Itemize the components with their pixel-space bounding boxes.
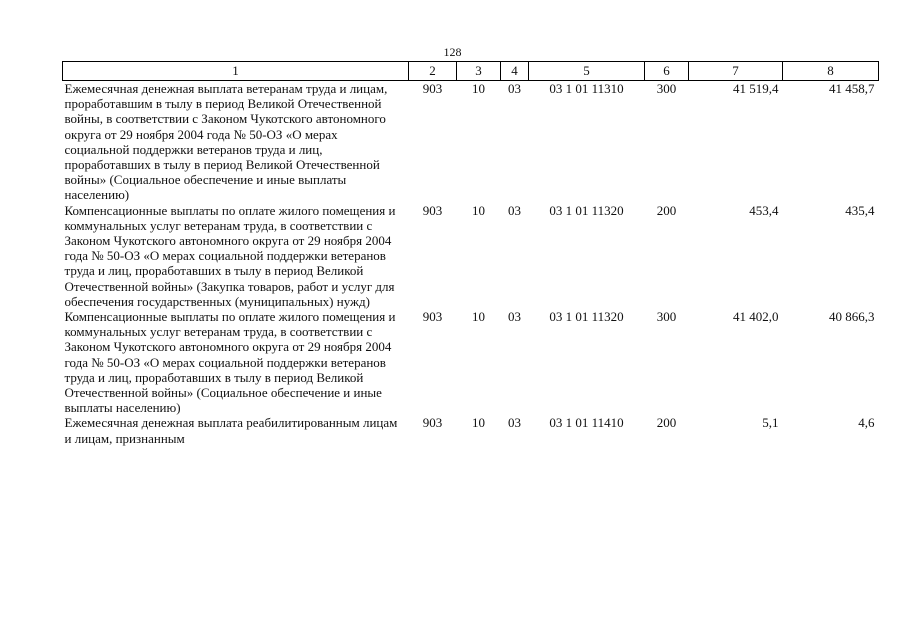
row-description: Компенсационные выплаты по оплате жилого помещения и коммунальных услуг ветеранам труда, в соответствии с Законом Чукотского автономного округа от 29 ноября 2004 года № 50-ОЗ «О мерах социальной поддержки ветеранов труда и лиц, проработавших в тылу в период Великой Отечественной войны» (Закупка товаров, работ и услуг для обеспечения государственных (муниципальных) нужд)	[64, 202, 396, 309]
header-cell: 3	[457, 62, 501, 81]
row-section: 10	[472, 415, 485, 431]
row-description: Ежемесячная денежная выплата ветеранам труда и лицам, проработавшим в тылу в период Великой Отечественной войны, в соответствии с Законом Чукотского автономного округа от 29 ноября 2004 года № 50-ОЗ «О мерах социальной поддержки ветеранов труда и лиц, проработавших в тылу в период Великой Отечественной войны» (Социальное обеспечение и иные выплаты населению)	[64, 81, 388, 203]
row-amount-actual: 40 866,3	[829, 309, 875, 325]
header-row	[63, 62, 879, 81]
table-row	[63, 81, 879, 203]
row-target-article: 03 1 01 11310	[549, 81, 624, 96]
row-expense-type: 200	[656, 415, 677, 431]
header-cell: 2	[409, 62, 457, 81]
row-ministry-code: 903	[422, 309, 443, 325]
row-ministry-code: 903	[422, 415, 443, 431]
row-amount-plan: 41 402,0	[733, 309, 779, 325]
table-row	[63, 309, 879, 415]
row-target-article: 03 1 01 11320	[549, 202, 624, 218]
header-cell: 5	[529, 62, 645, 81]
header-cell: 8	[783, 62, 879, 81]
row-expense-type: 300	[656, 309, 677, 325]
row-subsection: 03	[508, 81, 521, 96]
row-amount-plan: 453,4	[749, 202, 779, 218]
page-number: 128	[443, 45, 462, 59]
budget-table	[62, 61, 879, 446]
row-amount-plan: 41 519,4	[733, 81, 779, 96]
row-section: 10	[472, 81, 485, 96]
header-cell: 6	[645, 62, 689, 81]
header-cell: 1	[63, 62, 409, 81]
header-cell: 4	[501, 62, 529, 81]
row-section: 10	[472, 309, 485, 325]
row-subsection: 03	[508, 202, 521, 218]
row-ministry-code: 903	[422, 202, 443, 218]
row-expense-type: 200	[656, 202, 677, 218]
row-target-article: 03 1 01 11320	[549, 309, 624, 325]
row-expense-type: 300	[656, 81, 677, 96]
row-ministry-code: 903	[422, 81, 443, 96]
row-amount-actual: 41 458,7	[829, 81, 875, 96]
row-amount-actual: 4,6	[858, 415, 875, 431]
table-row	[63, 415, 879, 445]
header-cell: 7	[689, 62, 783, 81]
row-target-article: 03 1 01 11410	[549, 415, 624, 431]
row-subsection: 03	[508, 309, 521, 325]
row-section: 10	[472, 202, 485, 218]
row-amount-actual: 435,4	[845, 202, 875, 218]
row-description: Компенсационные выплаты по оплате жилого помещения и коммунальных услуг ветеранам труда, в соответствии с Законом Чукотского автономного округа от 29 ноября 2004 года № 50-ОЗ «О мерах социальной поддержки ветеранов труда и лиц, проработавших в тылу в период Великой Отечественной войны» (Социальное обеспечение и иные выплаты населению)	[64, 309, 396, 416]
row-subsection: 03	[508, 415, 521, 431]
table-row	[63, 203, 879, 309]
row-description: Ежемесячная денежная выплата реабилитированным лицам и лицам, признанным	[64, 415, 398, 446]
row-amount-plan: 5,1	[762, 415, 779, 431]
